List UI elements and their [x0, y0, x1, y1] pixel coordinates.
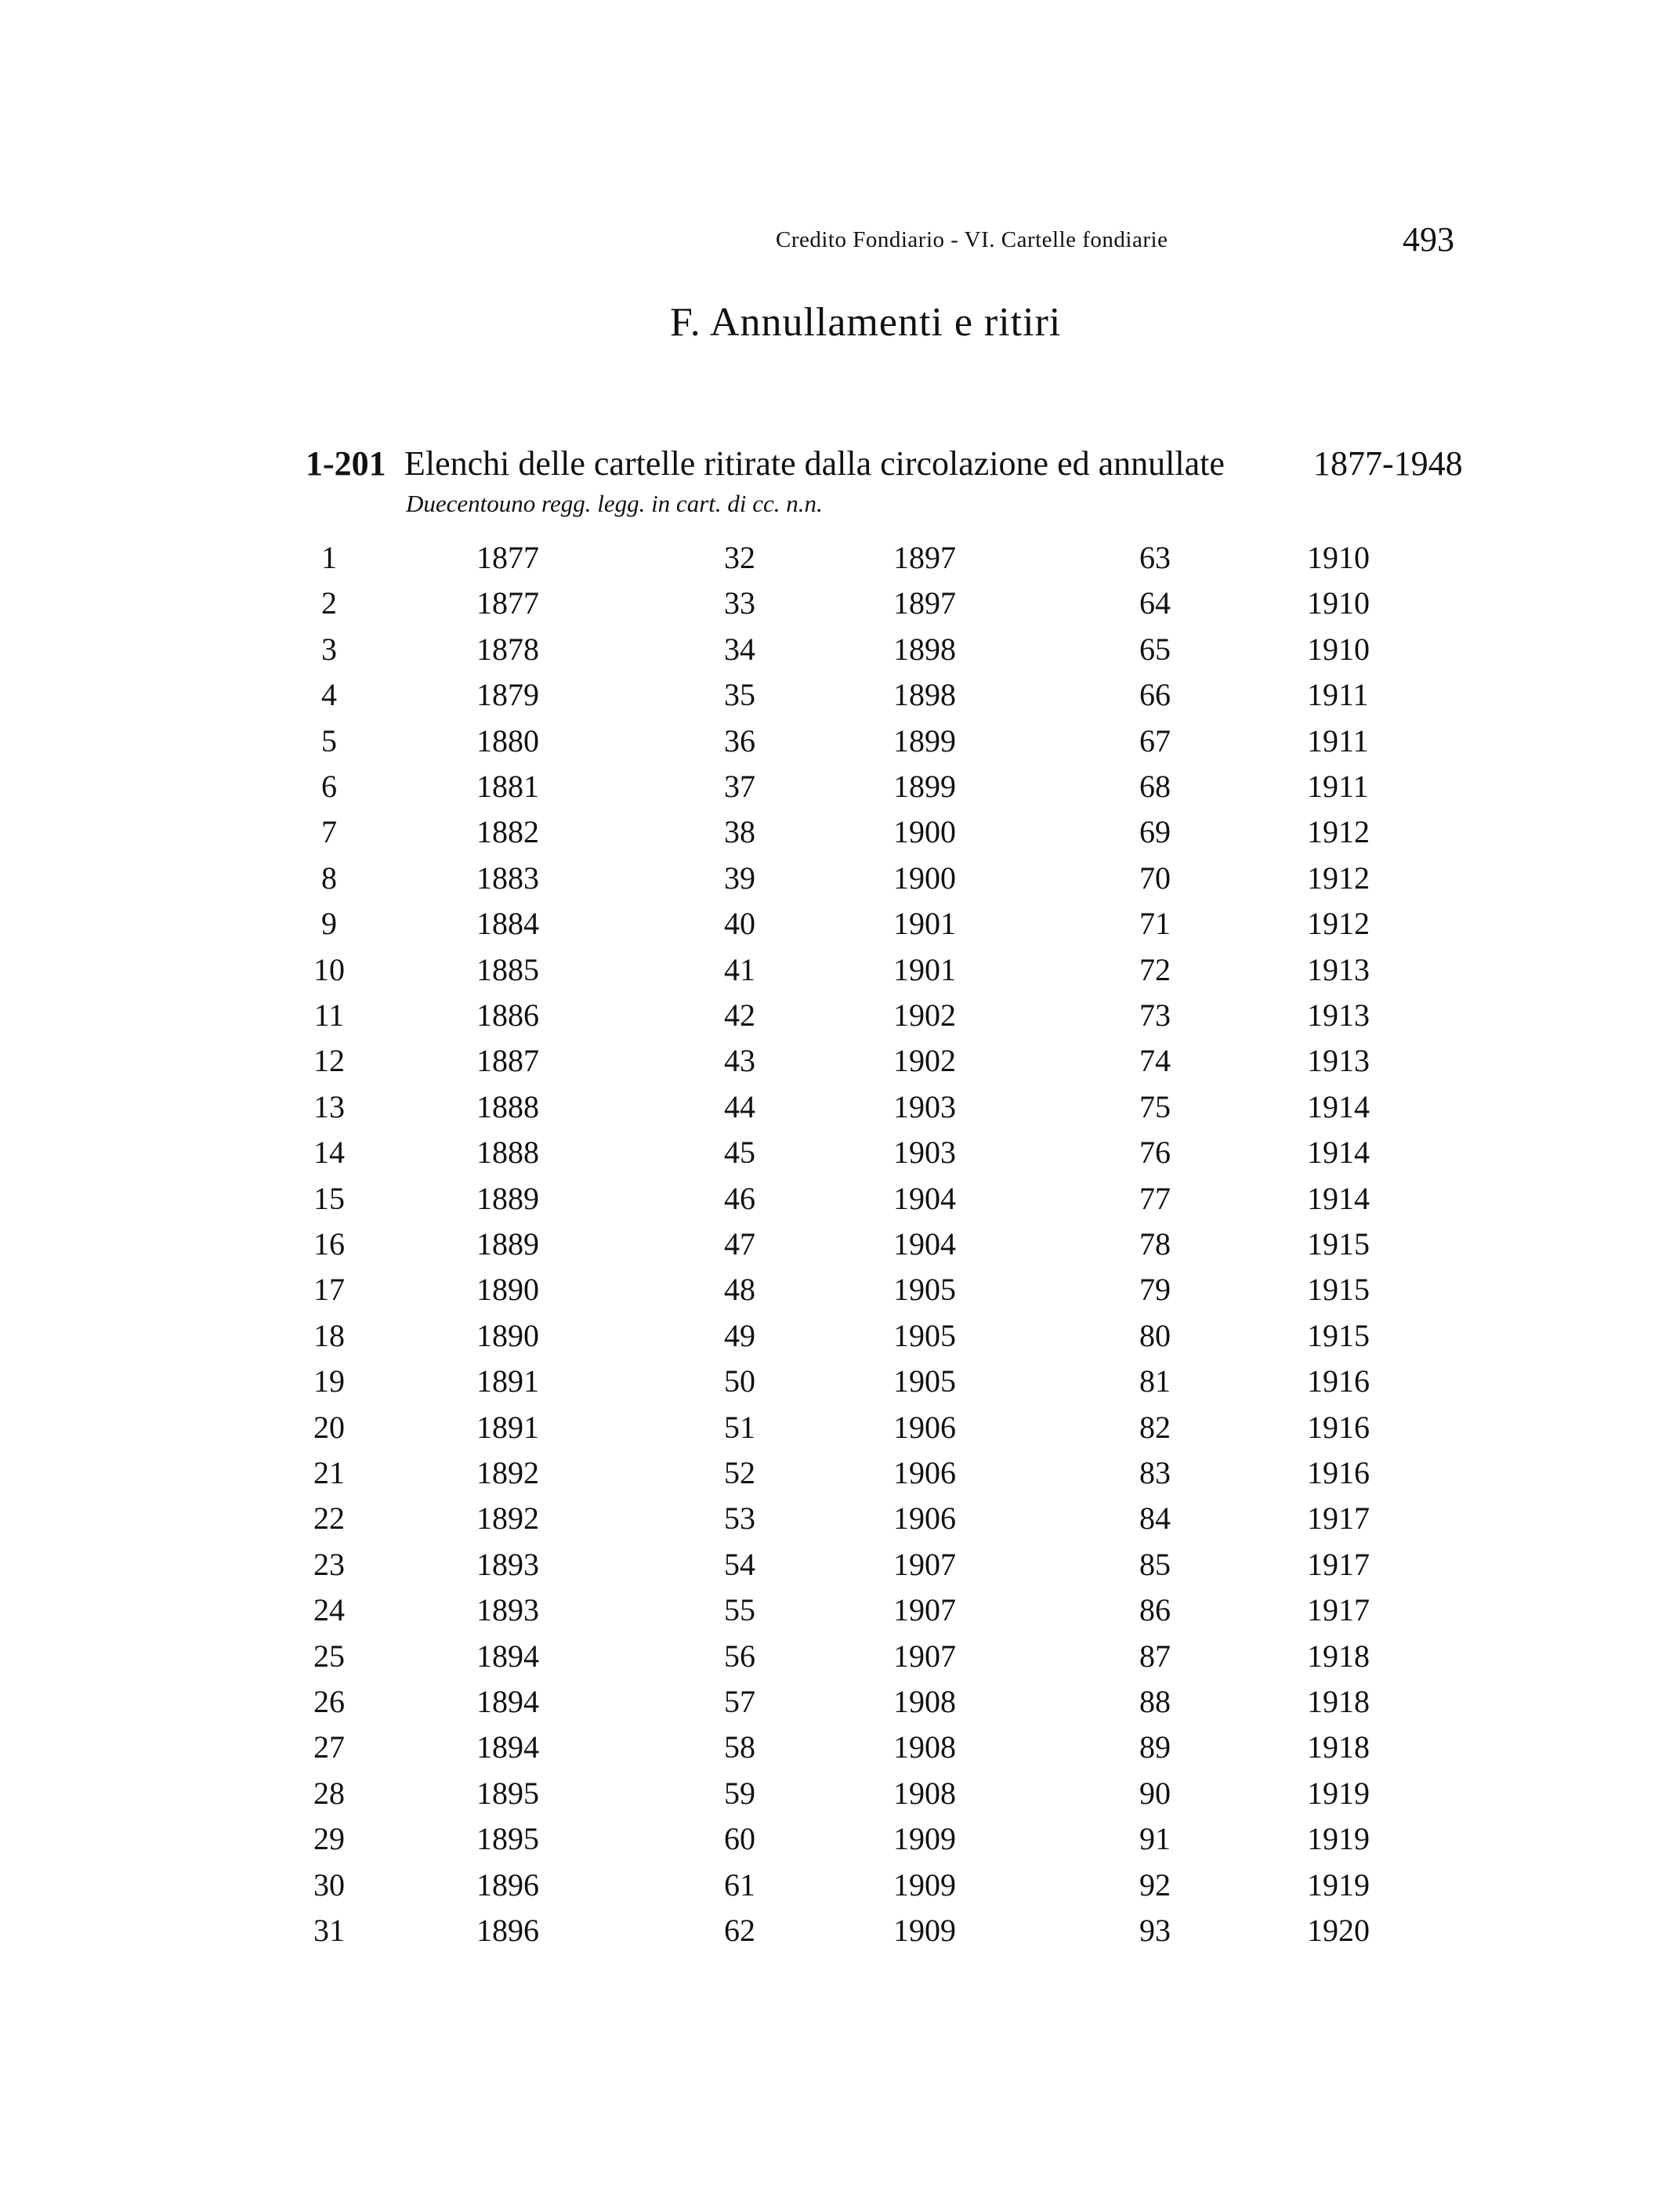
- register-number: 41: [724, 951, 755, 987]
- register-year: 1896: [476, 1913, 539, 1948]
- register-number: 76: [1139, 1135, 1171, 1171]
- entry-dates: 1877-1948: [1313, 444, 1463, 483]
- register-number: 31: [313, 1913, 345, 1948]
- register-number: 20: [313, 1409, 345, 1445]
- register-year: 1920: [1307, 1913, 1370, 1948]
- register-year: 1901: [893, 906, 956, 942]
- register-year: 1895: [476, 1775, 539, 1811]
- register-year: 1893: [476, 1546, 539, 1582]
- register-year: 1890: [476, 1317, 539, 1353]
- register-year: 1914: [1307, 1135, 1370, 1171]
- register-number: 73: [1139, 997, 1171, 1033]
- register-number: 90: [1139, 1775, 1171, 1811]
- register-year: 1905: [893, 1363, 956, 1399]
- register-number: 91: [1139, 1821, 1171, 1857]
- register-year: 1915: [1307, 1272, 1370, 1308]
- register-year: 1893: [476, 1592, 539, 1628]
- register-year: 1919: [1307, 1866, 1370, 1903]
- register-year: 1907: [893, 1638, 956, 1674]
- register-number: 19: [313, 1363, 345, 1399]
- register-number: 79: [1139, 1272, 1171, 1308]
- register-year: 1889: [476, 1226, 539, 1262]
- register-number: 82: [1139, 1409, 1171, 1445]
- register-number: 24: [313, 1592, 345, 1628]
- register-year: 1916: [1307, 1409, 1370, 1445]
- register-year: 1919: [1307, 1775, 1370, 1811]
- register-number: 29: [313, 1821, 345, 1857]
- register-year: 1913: [1307, 997, 1370, 1033]
- register-number: 4: [321, 677, 337, 713]
- register-year: 1894: [476, 1729, 539, 1765]
- register-year: 1904: [893, 1180, 956, 1216]
- register-number: 49: [724, 1317, 755, 1353]
- register-number: 40: [724, 906, 755, 942]
- register-number: 51: [724, 1409, 755, 1445]
- register-year: 1909: [893, 1913, 956, 1948]
- register-number: 64: [1139, 585, 1171, 621]
- register-year: 1877: [476, 585, 539, 621]
- register-year: 1904: [893, 1226, 956, 1262]
- register-year: 1891: [476, 1363, 539, 1399]
- register-number: 27: [313, 1729, 345, 1765]
- register-year: 1886: [476, 997, 539, 1033]
- register-number: 93: [1139, 1913, 1171, 1948]
- register-number: 3: [321, 631, 337, 667]
- register-number: 68: [1139, 769, 1171, 804]
- register-year: 1912: [1307, 906, 1370, 942]
- register-year: 1898: [893, 631, 956, 667]
- register-year: 1912: [1307, 814, 1370, 850]
- register-year: 1905: [893, 1317, 956, 1353]
- register-year: 1894: [476, 1638, 539, 1674]
- register-number: 30: [313, 1866, 345, 1903]
- register-year: 1905: [893, 1272, 956, 1308]
- register-number: 84: [1139, 1501, 1171, 1537]
- register-number: 92: [1139, 1866, 1171, 1903]
- register-number: 50: [724, 1363, 755, 1399]
- register-number: 72: [1139, 951, 1171, 987]
- register-number: 2: [321, 585, 337, 621]
- register-year: 1881: [476, 769, 539, 804]
- register-year: 1897: [893, 585, 956, 621]
- register-number: 86: [1139, 1592, 1171, 1628]
- register-year: 1894: [476, 1684, 539, 1719]
- register-year: 1918: [1307, 1729, 1370, 1765]
- register-number: 58: [724, 1729, 755, 1765]
- register-number: 16: [313, 1226, 345, 1262]
- register-year: 1895: [476, 1821, 539, 1857]
- register-number: 26: [313, 1684, 345, 1719]
- register-number: 38: [724, 814, 755, 850]
- register-year: 1880: [476, 722, 539, 758]
- register-number: 81: [1139, 1363, 1171, 1399]
- register-year: 1909: [893, 1821, 956, 1857]
- register-number: 43: [724, 1043, 755, 1079]
- register-year: 1918: [1307, 1638, 1370, 1674]
- register-year: 1879: [476, 677, 539, 713]
- register-number: 22: [313, 1501, 345, 1537]
- register-year: 1903: [893, 1088, 956, 1124]
- register-year: 1892: [476, 1455, 539, 1490]
- register-year: 1899: [893, 722, 956, 758]
- register-year: 1910: [1307, 540, 1370, 575]
- register-number: 54: [724, 1546, 755, 1582]
- register-year: 1898: [893, 677, 956, 713]
- register-year: 1917: [1307, 1546, 1370, 1582]
- register-year: 1887: [476, 1043, 539, 1079]
- register-number: 47: [724, 1226, 755, 1262]
- register-number: 6: [321, 769, 337, 804]
- register-year: 1915: [1307, 1226, 1370, 1262]
- register-number: 87: [1139, 1638, 1171, 1674]
- register-year: 1888: [476, 1088, 539, 1124]
- register-year: 1883: [476, 860, 539, 896]
- register-number: 71: [1139, 906, 1171, 942]
- register-number: 17: [313, 1272, 345, 1308]
- register-number: 66: [1139, 677, 1171, 713]
- register-year: 1910: [1307, 585, 1370, 621]
- register-year: 1906: [893, 1455, 956, 1490]
- register-number: 36: [724, 722, 755, 758]
- register-number: 55: [724, 1592, 755, 1628]
- entry-title: Elenchi delle cartelle ritirate dalla circolazione ed annullate: [404, 444, 1225, 483]
- register-number: 8: [321, 860, 337, 896]
- register-year: 1911: [1307, 722, 1369, 758]
- running-head: Credito Fondiario - VI. Cartelle fondiarie: [776, 227, 1168, 252]
- register-year: 1913: [1307, 951, 1370, 987]
- register-number: 46: [724, 1180, 755, 1216]
- register-year: 1896: [476, 1866, 539, 1903]
- register-year: 1878: [476, 631, 539, 667]
- register-year: 1890: [476, 1272, 539, 1308]
- register-number: 53: [724, 1501, 755, 1537]
- register-number: 85: [1139, 1546, 1171, 1582]
- register-year: 1908: [893, 1729, 956, 1765]
- register-number: 57: [724, 1684, 755, 1719]
- register-year: 1897: [893, 540, 956, 575]
- register-year: 1913: [1307, 1043, 1370, 1079]
- register-number: 13: [313, 1088, 345, 1124]
- register-number: 45: [724, 1135, 755, 1171]
- register-number: 65: [1139, 631, 1171, 667]
- register-year: 1917: [1307, 1592, 1370, 1628]
- register-year: 1911: [1307, 677, 1369, 713]
- register-number: 59: [724, 1775, 755, 1811]
- register-number: 77: [1139, 1180, 1171, 1216]
- register-year: 1903: [893, 1135, 956, 1171]
- register-year: 1907: [893, 1592, 956, 1628]
- register-year: 1915: [1307, 1317, 1370, 1353]
- register-number: 10: [313, 951, 345, 987]
- register-number: 33: [724, 585, 755, 621]
- register-number: 11: [313, 997, 345, 1033]
- register-year: 1914: [1307, 1088, 1370, 1124]
- register-number: 80: [1139, 1317, 1171, 1353]
- register-number: 35: [724, 677, 755, 713]
- register-number: 25: [313, 1638, 345, 1674]
- register-number: 34: [724, 631, 755, 667]
- register-number: 60: [724, 1821, 755, 1857]
- register-number: 12: [313, 1043, 345, 1079]
- register-number: 32: [724, 540, 755, 575]
- register-number: 1: [321, 540, 337, 575]
- register-number: 39: [724, 860, 755, 896]
- register-number: 21: [313, 1455, 345, 1490]
- register-year: 1901: [893, 951, 956, 987]
- register-year: 1906: [893, 1501, 956, 1537]
- register-year: 1907: [893, 1546, 956, 1582]
- register-number: 62: [724, 1913, 755, 1948]
- register-year: 1889: [476, 1180, 539, 1216]
- register-number: 44: [724, 1088, 755, 1124]
- register-year: 1892: [476, 1501, 539, 1537]
- register-year: 1885: [476, 951, 539, 987]
- register-number: 69: [1139, 814, 1171, 850]
- register-number: 9: [321, 906, 337, 942]
- register-number: 42: [724, 997, 755, 1033]
- register-number: 67: [1139, 722, 1171, 758]
- register-number: 5: [321, 722, 337, 758]
- register-number: 89: [1139, 1729, 1171, 1765]
- page-number: 493: [1403, 220, 1454, 259]
- register-year: 1909: [893, 1866, 956, 1903]
- register-number: 56: [724, 1638, 755, 1674]
- register-number: 70: [1139, 860, 1171, 896]
- register-year: 1914: [1307, 1180, 1370, 1216]
- register-year: 1910: [1307, 631, 1370, 667]
- register-year: 1908: [893, 1684, 956, 1719]
- register-number: 75: [1139, 1088, 1171, 1124]
- register-year: 1906: [893, 1409, 956, 1445]
- register-number: 7: [321, 814, 337, 850]
- register-number: 15: [313, 1180, 345, 1216]
- register-number: 88: [1139, 1684, 1171, 1719]
- register-number: 52: [724, 1455, 755, 1490]
- register-year: 1902: [893, 997, 956, 1033]
- register-year: 1882: [476, 814, 539, 850]
- register-number: 63: [1139, 540, 1171, 575]
- register-number: 28: [313, 1775, 345, 1811]
- register-year: 1918: [1307, 1684, 1370, 1719]
- register-year: 1877: [476, 540, 539, 575]
- register-year: 1900: [893, 814, 956, 850]
- register-year: 1891: [476, 1409, 539, 1445]
- register-number: 23: [313, 1546, 345, 1582]
- entry-range: 1-201: [306, 444, 386, 483]
- register-year: 1917: [1307, 1501, 1370, 1537]
- section-title: F. Annullamenti e ritiri: [670, 300, 1062, 345]
- register-number: 37: [724, 769, 755, 804]
- register-number: 48: [724, 1272, 755, 1308]
- register-number: 74: [1139, 1043, 1171, 1079]
- register-number: 18: [313, 1317, 345, 1353]
- register-year: 1916: [1307, 1455, 1370, 1490]
- register-year: 1908: [893, 1775, 956, 1811]
- register-year: 1919: [1307, 1821, 1370, 1857]
- entry-description: Duecentouno regg. legg. in cart. di cc. n.n.: [406, 490, 823, 517]
- register-year: 1888: [476, 1135, 539, 1171]
- register-year: 1912: [1307, 860, 1370, 896]
- register-year: 1902: [893, 1043, 956, 1079]
- register-year: 1884: [476, 906, 539, 942]
- register-year: 1899: [893, 769, 956, 804]
- register-year: 1911: [1307, 769, 1369, 804]
- register-number: 61: [724, 1866, 755, 1903]
- register-year: 1900: [893, 860, 956, 896]
- register-number: 78: [1139, 1226, 1171, 1262]
- register-number: 83: [1139, 1455, 1171, 1490]
- register-year: 1916: [1307, 1363, 1370, 1399]
- register-number: 14: [313, 1135, 345, 1171]
